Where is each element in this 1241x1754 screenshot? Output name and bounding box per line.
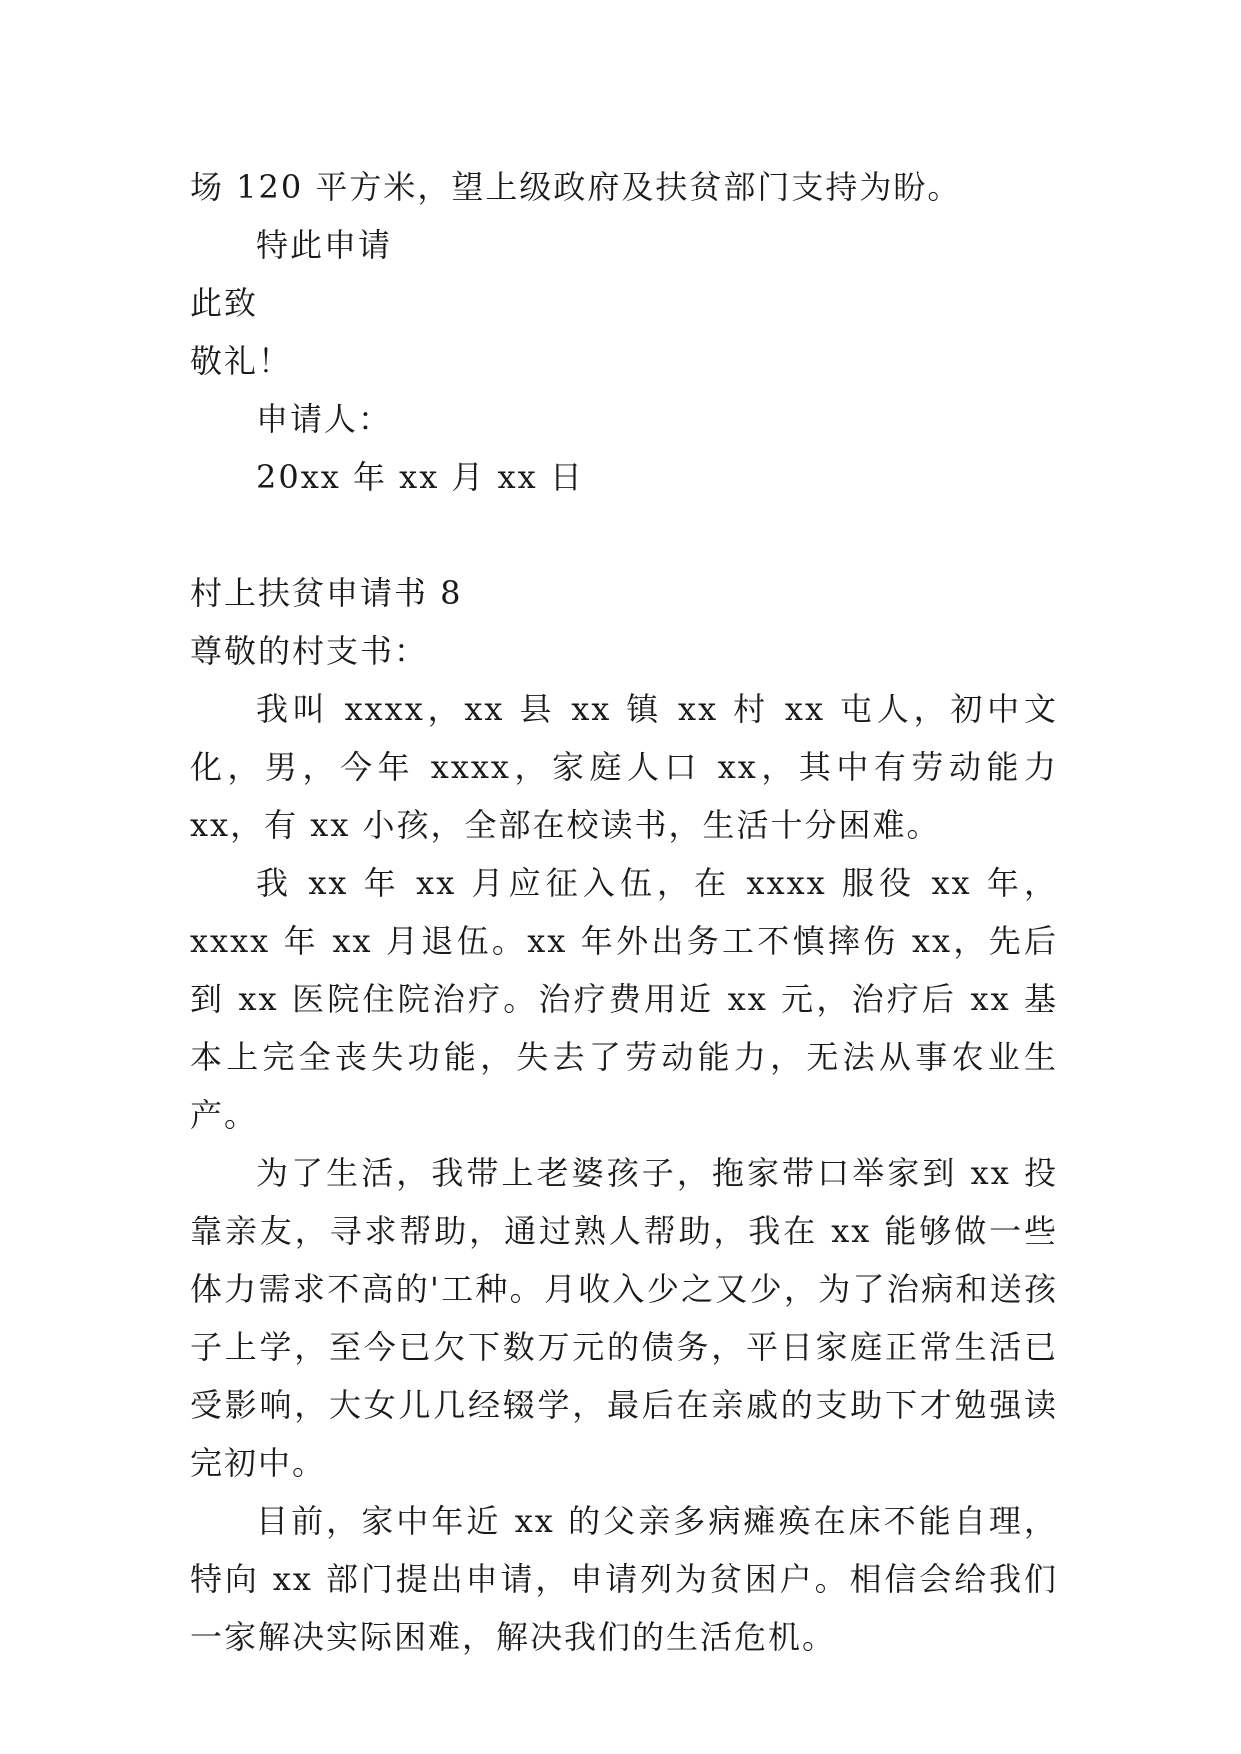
document-body <box>190 158 1058 1666</box>
body-paragraph-4: 目前，家中年近 xx 的父亲多病瘫痪在床不能自理，特向 xx 部门提出申请，申请列为贫困户。相信会给我们一家解决实际困难，解决我们的生活危机。 <box>190 1502 1058 1656</box>
applicant-label: 申请人： <box>256 400 393 438</box>
body-paragraph-1: 我叫 xxxx，xx 县 xx 镇 xx 村 xx 屯人，初中文化，男，今年 xxxx，家庭人口 xx，其中有劳动能力 xx，有 xx 小孩，全部在校读书，生活十分困难。 <box>190 690 1058 844</box>
body-paragraph-3: 为了生活，我带上老婆孩子，拖家带口举家到 xx 投靠亲友，寻求帮助，通过熟人帮助，我在 xx 能够做一些体力需求不高的'工种。月收入少之又少，为了治病和送孩子上学，至今已欠下数万元的债务，平日家庭正常生活已受影响，大女儿几经辍学，最后在亲戚的支助下才勉强读完初中。 <box>190 1154 1058 1482</box>
salutation-line-2: 敬礼！ <box>190 342 293 380</box>
body-paragraph-2: 我 xx 年 xx 月应征入伍，在 xxxx 服役 xx 年，xxxx 年 xx 月退伍。xx 年外出务工不慎摔伤 xx，先后到 xx 医院住院治疗。治疗费用近 xx 元，治疗后 xx 基本上完全丧失功能，失去了劳动能力，无法从事农业生产。 <box>190 864 1058 1134</box>
special-request-line: 特此申请 <box>256 226 393 264</box>
date-line: 20xx 年 xx 月 xx 日 <box>256 458 584 496</box>
salutation-line-1: 此致 <box>190 284 259 322</box>
section-gap <box>190 506 1058 564</box>
greeting-line: 尊敬的村支书： <box>190 632 429 670</box>
continuation-line: 场 120 平方米，望上级政府及扶贫部门支持为盼。 <box>190 168 962 206</box>
section-title: 村上扶贫申请书 8 <box>190 574 463 612</box>
